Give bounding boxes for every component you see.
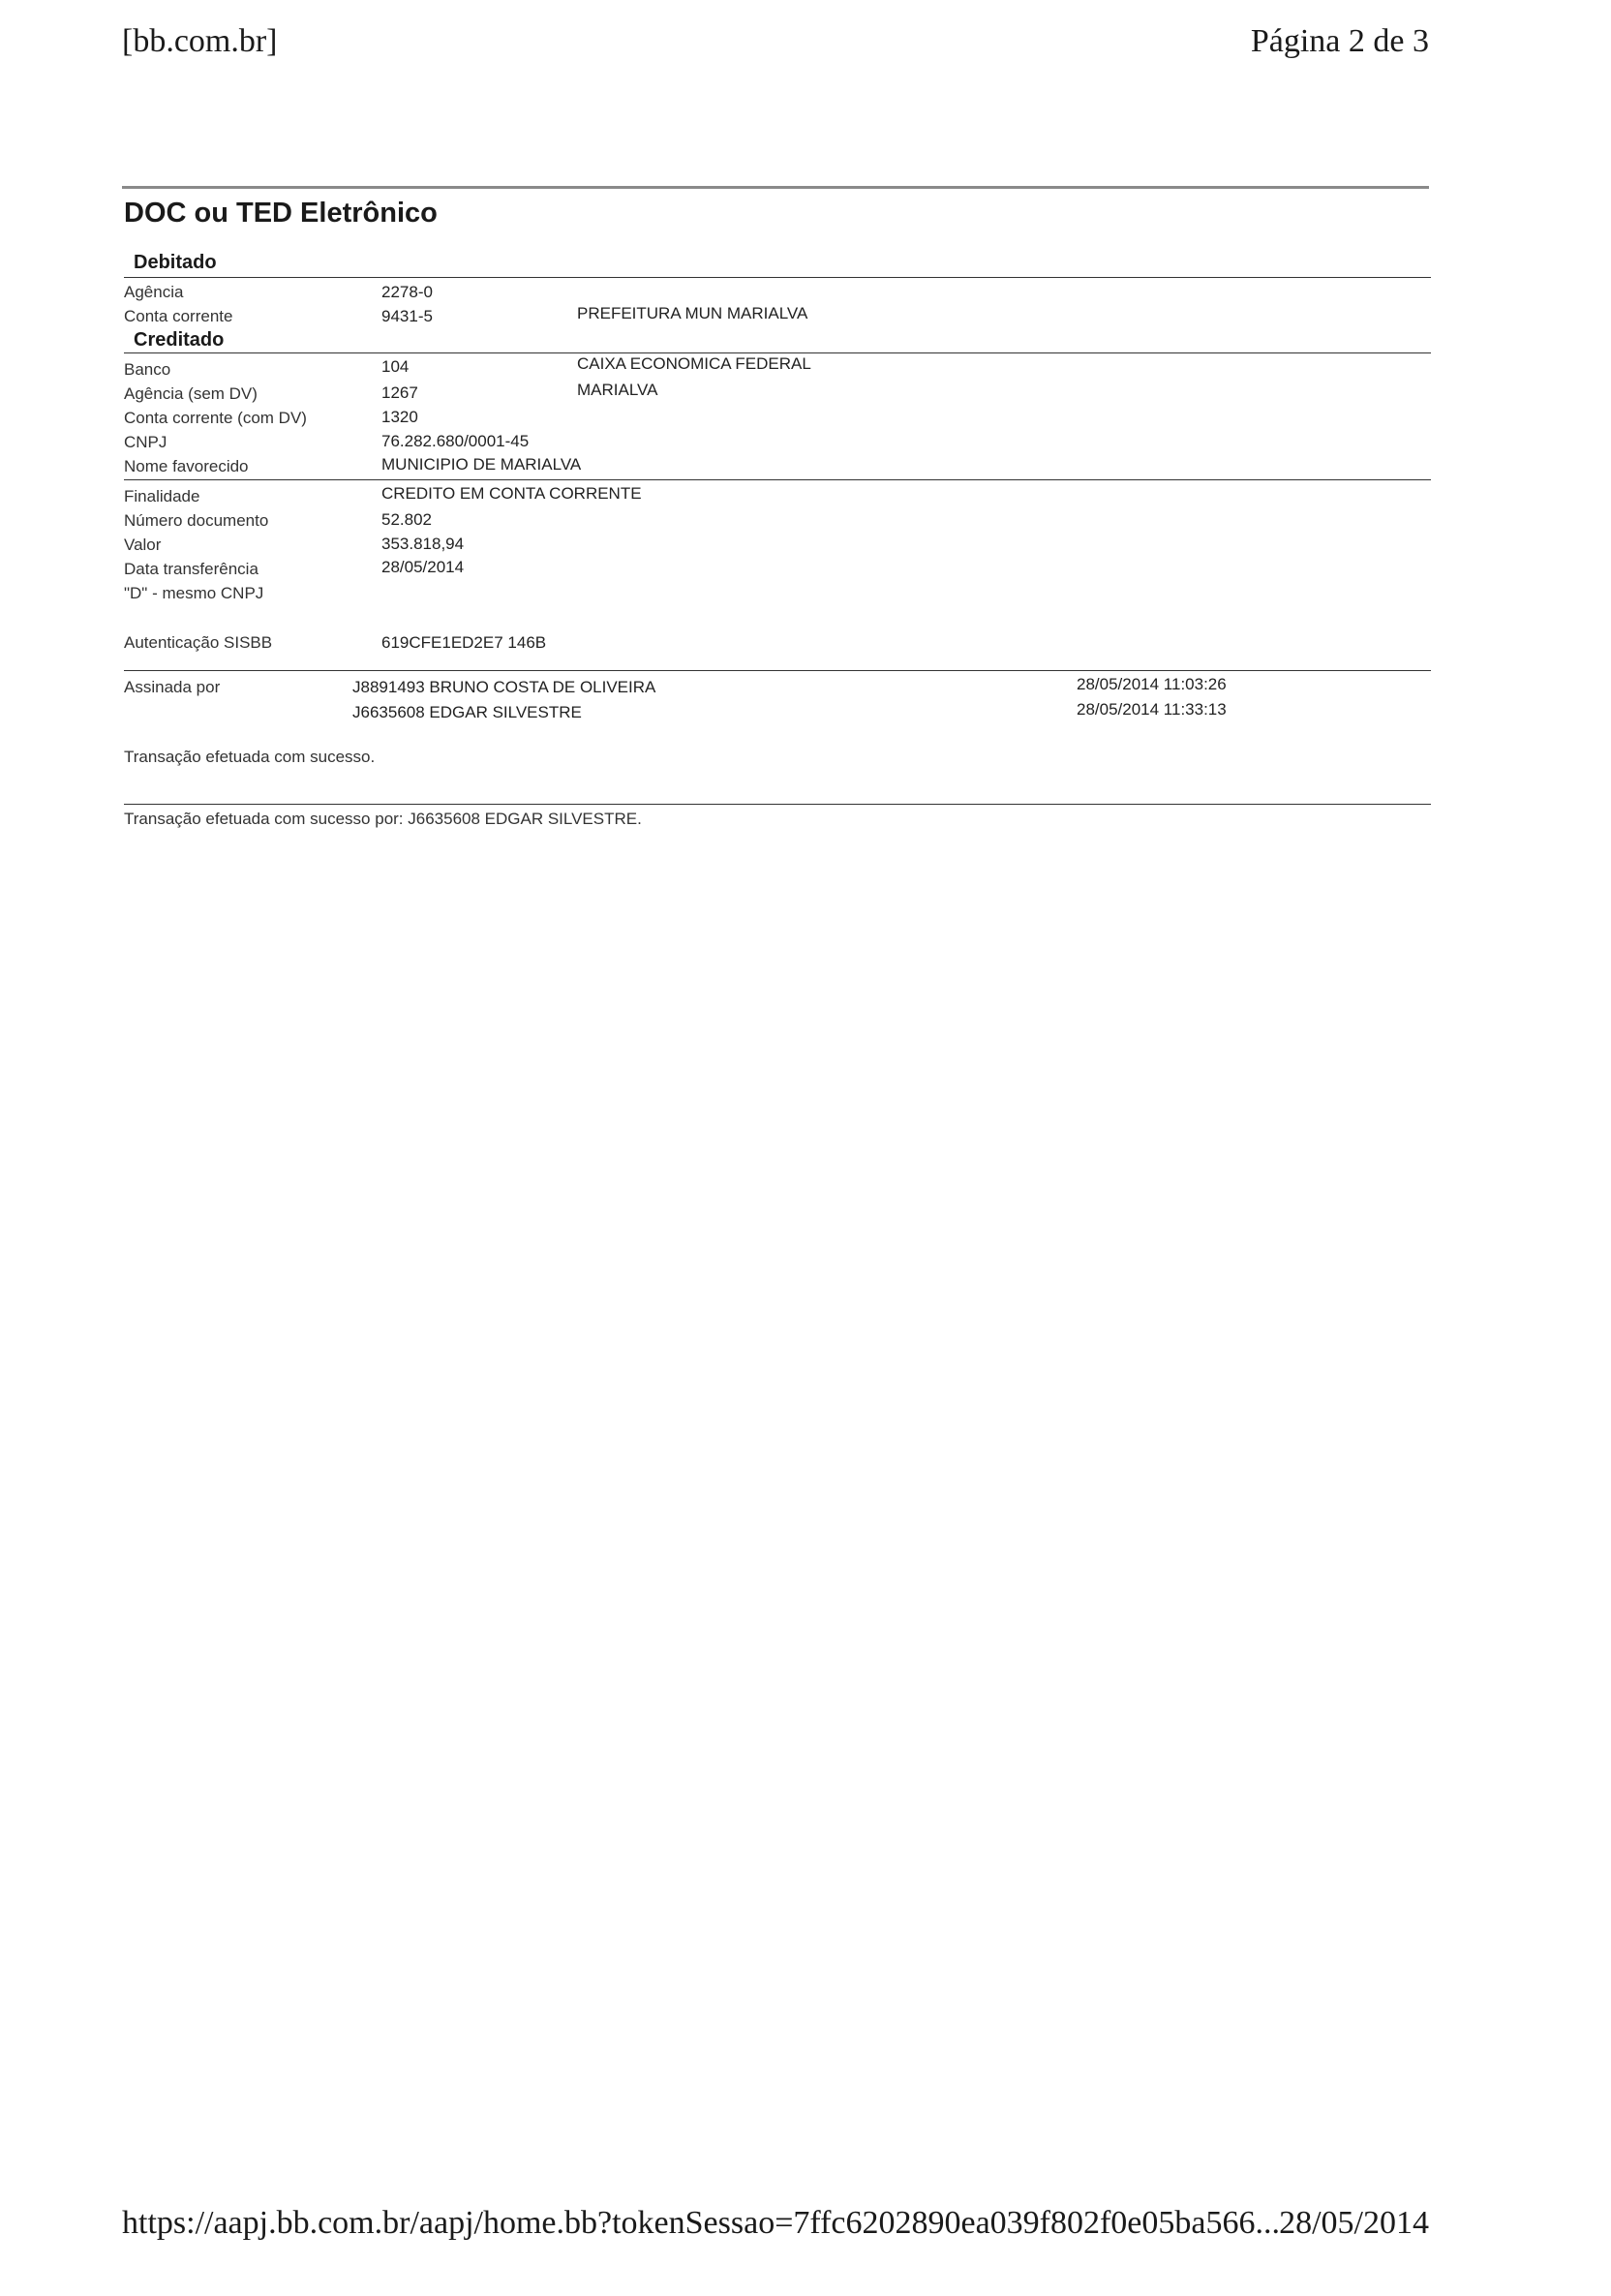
page-number: Página 2 de 3 <box>1250 23 1429 59</box>
cnpj-label: CNPJ <box>124 433 167 451</box>
section-creditado: Creditado <box>134 329 225 351</box>
credit-agency-value: 1267 <box>381 383 418 402</box>
cnpj-value: 76.282.680/0001-45 <box>381 432 530 450</box>
debit-account-holder: PREFEITURA MUN MARIALVA <box>577 304 808 322</box>
credit-agency-label: Agência (sem DV) <box>124 384 258 403</box>
purpose-label: Finalidade <box>124 487 200 505</box>
debit-agency-value: 2278-0 <box>381 283 433 301</box>
page-title: DOC ou TED Eletrônico <box>124 198 438 229</box>
signed-by-label: Assinada por <box>124 678 221 696</box>
debit-account-label: Conta corrente <box>124 307 233 325</box>
authentication-label: Autenticação SISBB <box>124 633 273 652</box>
credit-account-label: Conta corrente (com DV) <box>124 409 307 427</box>
signer-timestamp: 28/05/2014 11:03:26 <box>1077 675 1227 693</box>
document-number-label: Número documento <box>124 511 269 530</box>
divider <box>124 804 1431 805</box>
amount-label: Valor <box>124 536 162 554</box>
signer-timestamp: 28/05/2014 11:33:13 <box>1077 700 1227 719</box>
transfer-date-label: Data transferência <box>124 560 258 578</box>
document-number-value: 52.802 <box>381 510 432 529</box>
divider <box>124 352 1431 353</box>
top-divider <box>122 186 1429 189</box>
payee-label: Nome favorecido <box>124 457 249 475</box>
amount-value: 353.818,94 <box>381 535 465 553</box>
debit-agency-label: Agência <box>124 283 184 301</box>
signer-name: J8891493 BRUNO COSTA DE OLIVEIRA <box>352 678 656 696</box>
site-header: [bb.com.br] <box>122 23 278 59</box>
signer-name: J6635608 EDGAR SILVESTRE <box>352 703 582 721</box>
divider <box>124 479 1431 480</box>
footer-url: https://aapj.bb.com.br/aapj/home.bb?tokenSessao=7ffc6202890ea039f802f0e05ba566... <box>122 2205 1280 2241</box>
section-debitado: Debitado <box>134 252 217 273</box>
debit-account-value: 9431-5 <box>381 307 433 325</box>
payee-value: MUNICIPIO DE MARIALVA <box>381 455 582 474</box>
authentication-value: 619CFE1ED2E7 146B <box>381 633 547 652</box>
transfer-date-value: 28/05/2014 <box>381 558 465 576</box>
divider <box>124 277 1431 278</box>
credit-agency-city: MARIALVA <box>577 381 658 399</box>
status-message: Transação efetuada com sucesso. <box>124 748 376 766</box>
status-by-message: Transação efetuada com sucesso por: J6635608 EDGAR SILVESTRE. <box>124 810 642 828</box>
bank-name: CAIXA ECONOMICA FEDERAL <box>577 354 811 373</box>
same-cnpj-label: "D" - mesmo CNPJ <box>124 584 264 602</box>
bank-value: 104 <box>381 357 410 376</box>
credit-account-value: 1320 <box>381 408 418 426</box>
purpose-value: CREDITO EM CONTA CORRENTE <box>381 484 642 503</box>
footer-date: 28/05/2014 <box>1279 2205 1429 2241</box>
bank-label: Banco <box>124 360 171 379</box>
divider <box>124 670 1431 671</box>
